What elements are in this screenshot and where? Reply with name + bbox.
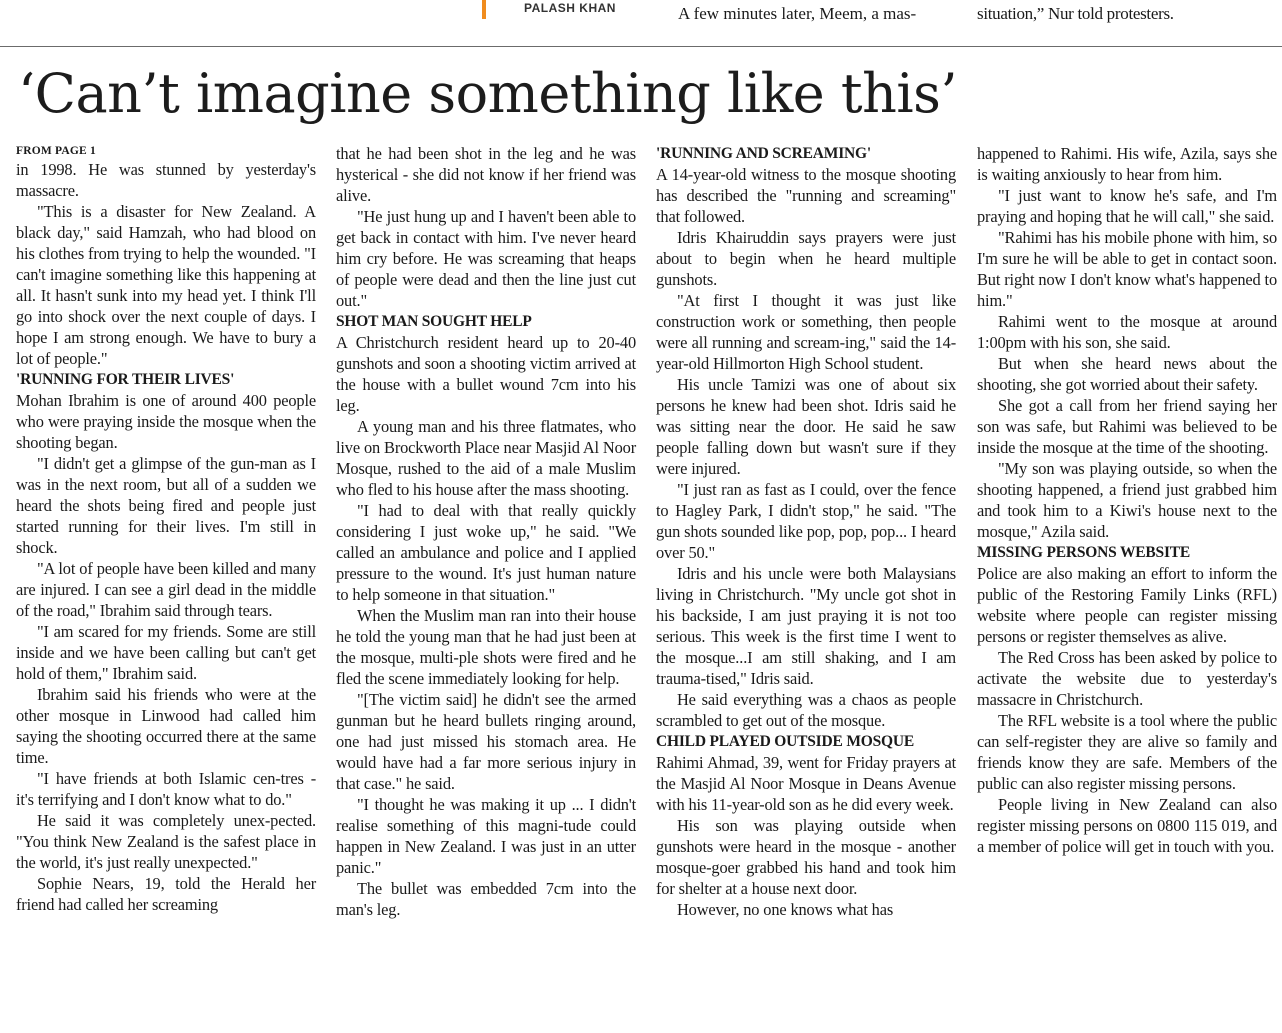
subheading: 'RUNNING FOR THEIR LIVES' — [16, 371, 235, 388]
previous-article-strip — [0, 0, 1282, 47]
subheading: SHOT MAN SOUGHT HELP — [336, 313, 532, 330]
paragraph: People living in New Zealand can also register missing persons on 0800 115 019, and a member of police will get in touch with you. — [977, 795, 1277, 856]
previous-article-fragment-right: situation,” Nur told protesters. — [977, 4, 1174, 23]
article-column-4 — [977, 143, 1277, 857]
paragraph: "I thought he was making it up ... I didn't realise something of this magni-tude could happen in New Zealand. I was just in an utter panic." — [336, 795, 636, 877]
paragraph: Rahimi Ahmad, 39, went for Friday prayers at the Masjid Al Noor Mosque in Deans Avenue with his 11-year-old son as he did every week. — [656, 753, 956, 814]
paragraph: He said it was completely unex-pected. "You think New Zealand is the safest place in the world, it's just really unexpected." — [16, 811, 316, 872]
paragraph: His son was playing outside when gunshots were heard in the mosque - another mosque-goer grabbed his hand and took him for shelter at a house next door. — [656, 816, 956, 898]
paragraph: A young man and his three flatmates, who live on Brockworth Place near Masjid Al Noor Mosque, rushed to the aid of a male Muslim who fled to his house after the mass shooting. — [336, 417, 636, 499]
paragraph: "A lot of people have been killed and many are injured. I can see a girl dead in the middle of the road," Ibrahim said through tears. — [16, 559, 316, 620]
paragraph: A 14-year-old witness to the mosque shooting has described the "running and screaming" that followed. — [656, 165, 956, 226]
paragraph: "This is a disaster for New Zealand. A black day," said Hamzah, who had blood on his clothes from trying to help the wounded. "I can't imagine something like this happening at all. It hasn't sunk into my head yet. I think I'll go into shock over the next couple of days. I hope I am strong enough. We have to bury a lot of people." — [16, 202, 316, 368]
paragraph: "I just ran as fast as I could, over the fence to Hagley Park, I didn't stop," he said. "The gun shots sounded like pop, pop, pop... I heard over 50." — [656, 480, 956, 562]
paragraph: When the Muslim man ran into their house he told the young man that he had just been at the mosque, multi-ple shots were fired and he fled the scene immediately looking for help. — [336, 606, 636, 688]
paragraph: He said everything was a chaos as people scrambled to get out of the mosque. — [656, 690, 956, 730]
paragraph: "My son was playing outside, so when the shooting happened, a friend just grabbed him and took him to a Kiwi's house next to the mosque," Azila said. — [977, 459, 1277, 541]
paragraph: The RFL website is a tool where the public can self-register they are alive so family and friends know they are safe. Members of the public can also register missing persons. — [977, 711, 1277, 793]
paragraph: "He just hung up and I haven't been able to get back in contact with him. I've never heard him cry before. He was screaming that heaps of people were dead and then the line just cut out." — [336, 207, 636, 310]
paragraph: Sophie Nears, 19, told the Herald her friend had called her screaming — [16, 874, 316, 914]
paragraph: that he had been shot in the leg and he was hysterical - she did not know if her friend was alive. — [336, 144, 636, 205]
byline: PALASH KHAN — [524, 1, 616, 15]
paragraph: "I am scared for my friends. Some are still inside and we have been calling but can't get hold of them," Ibrahim said. — [16, 622, 316, 683]
paragraph: She got a call from her friend saying her son was safe, but Rahimi was believed to be inside the mosque at the time of the shooting. — [977, 396, 1277, 457]
paragraph: Mohan Ibrahim is one of around 400 people who were praying inside the mosque when the shooting began. — [16, 391, 316, 452]
paragraph: "I had to deal with that really quickly considering I just woke up," he said. "We called an ambulance and police and I applied pressure to the wound. It's just human nature to help someone in that situation." — [336, 501, 636, 604]
paragraph: His uncle Tamizi was one of about six persons he knew had been shot. Idris said he was sitting near the door. He said he saw people falling down but wasn't sure if they were injured. — [656, 375, 956, 478]
article-column-3 — [656, 143, 956, 920]
article-headline: ‘Can’t imagine something like this’ — [18, 62, 958, 125]
paragraph: The bullet was embedded 7cm into the man's leg. — [336, 879, 636, 919]
paragraph: Police are also making an effort to inform the public of the Restoring Family Links (RFL) website where people can register missing persons or register themselves as alive. — [977, 564, 1277, 646]
subheading: 'RUNNING AND SCREAMING' — [656, 145, 871, 162]
subheading: MISSING PERSONS WEBSITE — [977, 544, 1191, 561]
paragraph: But when she heard news about the shooting, she got worried about their safety. — [977, 354, 1277, 394]
previous-article-fragment: A few minutes later, Meem, a mas- — [678, 4, 917, 23]
paragraph: in 1998. He was stunned by yesterday's massacre. — [16, 160, 316, 200]
subheading: CHILD PLAYED OUTSIDE MOSQUE — [656, 733, 915, 750]
paragraph: "I didn't get a glimpse of the gun-man as I was in the next room, but all of a sudden we heard the shots being fired and people just started running for their lives. I'm still in shock. — [16, 454, 316, 557]
paragraph: "[The victim said] he didn't see the armed gunman but he heard bullets ringing around, one had just missed his stomach area. He would have had a far more serious injury in that case." he said. — [336, 690, 636, 793]
paragraph: Rahimi went to the mosque at around 1:00pm with his son, she said. — [977, 312, 1277, 352]
paragraph: Idris Khairuddin says prayers were just about to begin when he heard multiple gunshots. — [656, 228, 956, 289]
continued-from-label: FROM PAGE 1 — [16, 145, 96, 157]
article-column-2 — [336, 143, 636, 920]
paragraph: The Red Cross has been asked by police to activate the website due to yesterday's massacre in Christchurch. — [977, 648, 1277, 709]
paragraph: "I have friends at both Islamic cen-tres - it's terrifying and I don't know what to do." — [16, 769, 316, 809]
article-column-1 — [16, 143, 316, 915]
paragraph: "Rahimi has his mobile phone with him, so I'm sure he will be able to get in contact soon. But right now I don't know what's happened to him." — [977, 228, 1277, 310]
paragraph: happened to Rahimi. His wife, Azila, says she is waiting anxiously to hear from him. — [977, 144, 1277, 184]
paragraph: "At first I thought it was just like construction work or something, then people were all running and scream-ing," said the 14-year-old Hillmorton High School student. — [656, 291, 956, 373]
paragraph: "I just want to know he's safe, and I'm praying and hoping that he will call," she said. — [977, 186, 1277, 226]
paragraph: A Christchurch resident heard up to 20-40 gunshots and soon a shooting victim arrived at the house with a bullet wound 7cm into his leg. — [336, 333, 636, 415]
byline-accent-bar — [482, 0, 486, 19]
paragraph: Ibrahim said his friends who were at the other mosque in Linwood had called him saying the shooting occurred there at the same time. — [16, 685, 316, 767]
paragraph: Idris and his uncle were both Malaysians living in Christchurch. "My uncle got shot in his backside, I am just praying it is not too serious. This week is the first time I went to the mosque...I am still shaking, and I am trauma-tised," Idris said. — [656, 564, 956, 688]
paragraph: However, no one knows what has — [677, 900, 894, 919]
